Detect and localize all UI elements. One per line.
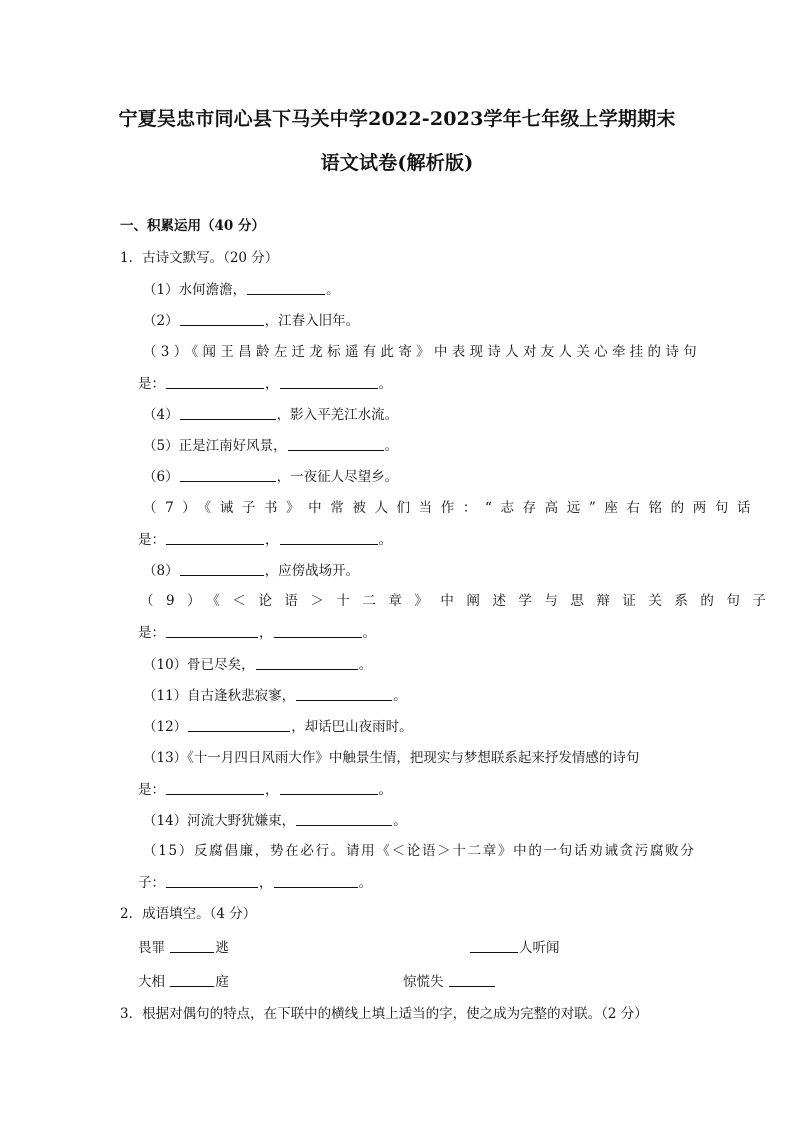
- answer-blank[interactable]: [470, 939, 518, 953]
- idiom-4: 惊慌失: [403, 973, 496, 990]
- answer-blank[interactable]: [188, 718, 290, 732]
- answer-blank[interactable]: [288, 437, 384, 451]
- q1-item-1: （1）水何澹澹， 。: [143, 282, 340, 298]
- answer-blank[interactable]: [247, 281, 325, 295]
- q1-item-8: （8） ，应傍战场开。: [143, 563, 360, 579]
- q1-item-7-answer: 是： ， 。: [138, 532, 392, 548]
- q1-item-11: （11）自古逢秋悲寂寥， 。: [143, 688, 407, 704]
- question-2-header: 2．成语填空。（4 分）: [120, 906, 257, 922]
- question-3-header: 3．根据对偶句的特点，在下联中的横线上填上适当的字，使之成为完整的对联。（2 分）: [120, 1006, 648, 1022]
- q1-item-9: （9）《＜论语＞十二章》中阐述学与思辩证关系的句子: [140, 593, 779, 609]
- q1-item-4: （4） ，影入平羌江水流。: [143, 407, 399, 423]
- answer-blank[interactable]: [274, 874, 358, 888]
- q1-item-10: （10）骨已尽矣， 。: [143, 657, 373, 673]
- answer-blank[interactable]: [296, 812, 392, 826]
- q1-item-5: （5）正是江南好风景， 。: [143, 438, 399, 454]
- q1-item-15: （15）反腐倡廉，势在必行。请用《＜论语＞十二章》中的一句话劝诫贪污腐败分: [143, 843, 696, 859]
- q1-item-14: （14）河流大野犹嫌束， 。: [143, 813, 407, 829]
- answer-blank[interactable]: [280, 531, 378, 545]
- section-heading: 一、积累运用（40 分）: [120, 218, 265, 234]
- answer-blank[interactable]: [180, 468, 276, 482]
- answer-blank[interactable]: [166, 624, 258, 638]
- answer-blank[interactable]: [280, 375, 378, 389]
- q1-item-13-answer: 是： ， 。: [138, 782, 392, 798]
- answer-blank[interactable]: [180, 312, 264, 326]
- question-1-header: 1．古诗文默写。（20 分）: [120, 250, 279, 266]
- q1-item-3-answer: 是： ， 。: [138, 376, 392, 392]
- q1-item-15-answer: 子： ， 。: [138, 875, 372, 891]
- answer-blank[interactable]: [170, 939, 214, 953]
- answer-blank[interactable]: [170, 973, 214, 987]
- answer-blank[interactable]: [449, 973, 495, 987]
- idiom-3: 大相 庭: [138, 974, 229, 990]
- answer-blank[interactable]: [180, 562, 264, 576]
- q1-item-7: （7）《诫子书》中常被人们当作：“志存高远”座右铭的两句话: [143, 500, 760, 516]
- exam-title-line1: 宁夏吴忠市同心县下马关中学2022-2023学年七年级上学期期末: [118, 108, 676, 130]
- q1-item-2: （2） ，江春入旧年。: [143, 313, 360, 329]
- q1-item-3: （3）《闻王昌龄左迁龙标遥有此寄》中表现诗人对友人关心牵挂的诗句: [143, 344, 701, 360]
- q1-item-13: （13）《十一月四日风雨大作》中触景生情，把现实与梦想联系起来抒发情感的诗句: [143, 750, 640, 766]
- answer-blank[interactable]: [166, 874, 258, 888]
- answer-blank[interactable]: [166, 781, 264, 795]
- answer-blank[interactable]: [166, 375, 264, 389]
- q1-item-12: （12） ，却话巴山夜雨时。: [143, 719, 413, 735]
- answer-blank[interactable]: [280, 781, 378, 795]
- answer-blank[interactable]: [166, 531, 264, 545]
- q1-item-6: （6） ，一夜征人尽望乡。: [143, 469, 399, 485]
- idiom-2: 人听闻: [469, 939, 560, 956]
- answer-blank[interactable]: [256, 656, 358, 670]
- answer-blank[interactable]: [296, 687, 392, 701]
- exam-title-line2: 语文试卷(解析版): [320, 152, 474, 174]
- answer-blank[interactable]: [180, 406, 276, 420]
- answer-blank[interactable]: [274, 624, 362, 638]
- q1-item-9-answer: 是： ， 。: [138, 625, 376, 641]
- idiom-1: 畏罪 逃: [138, 940, 229, 956]
